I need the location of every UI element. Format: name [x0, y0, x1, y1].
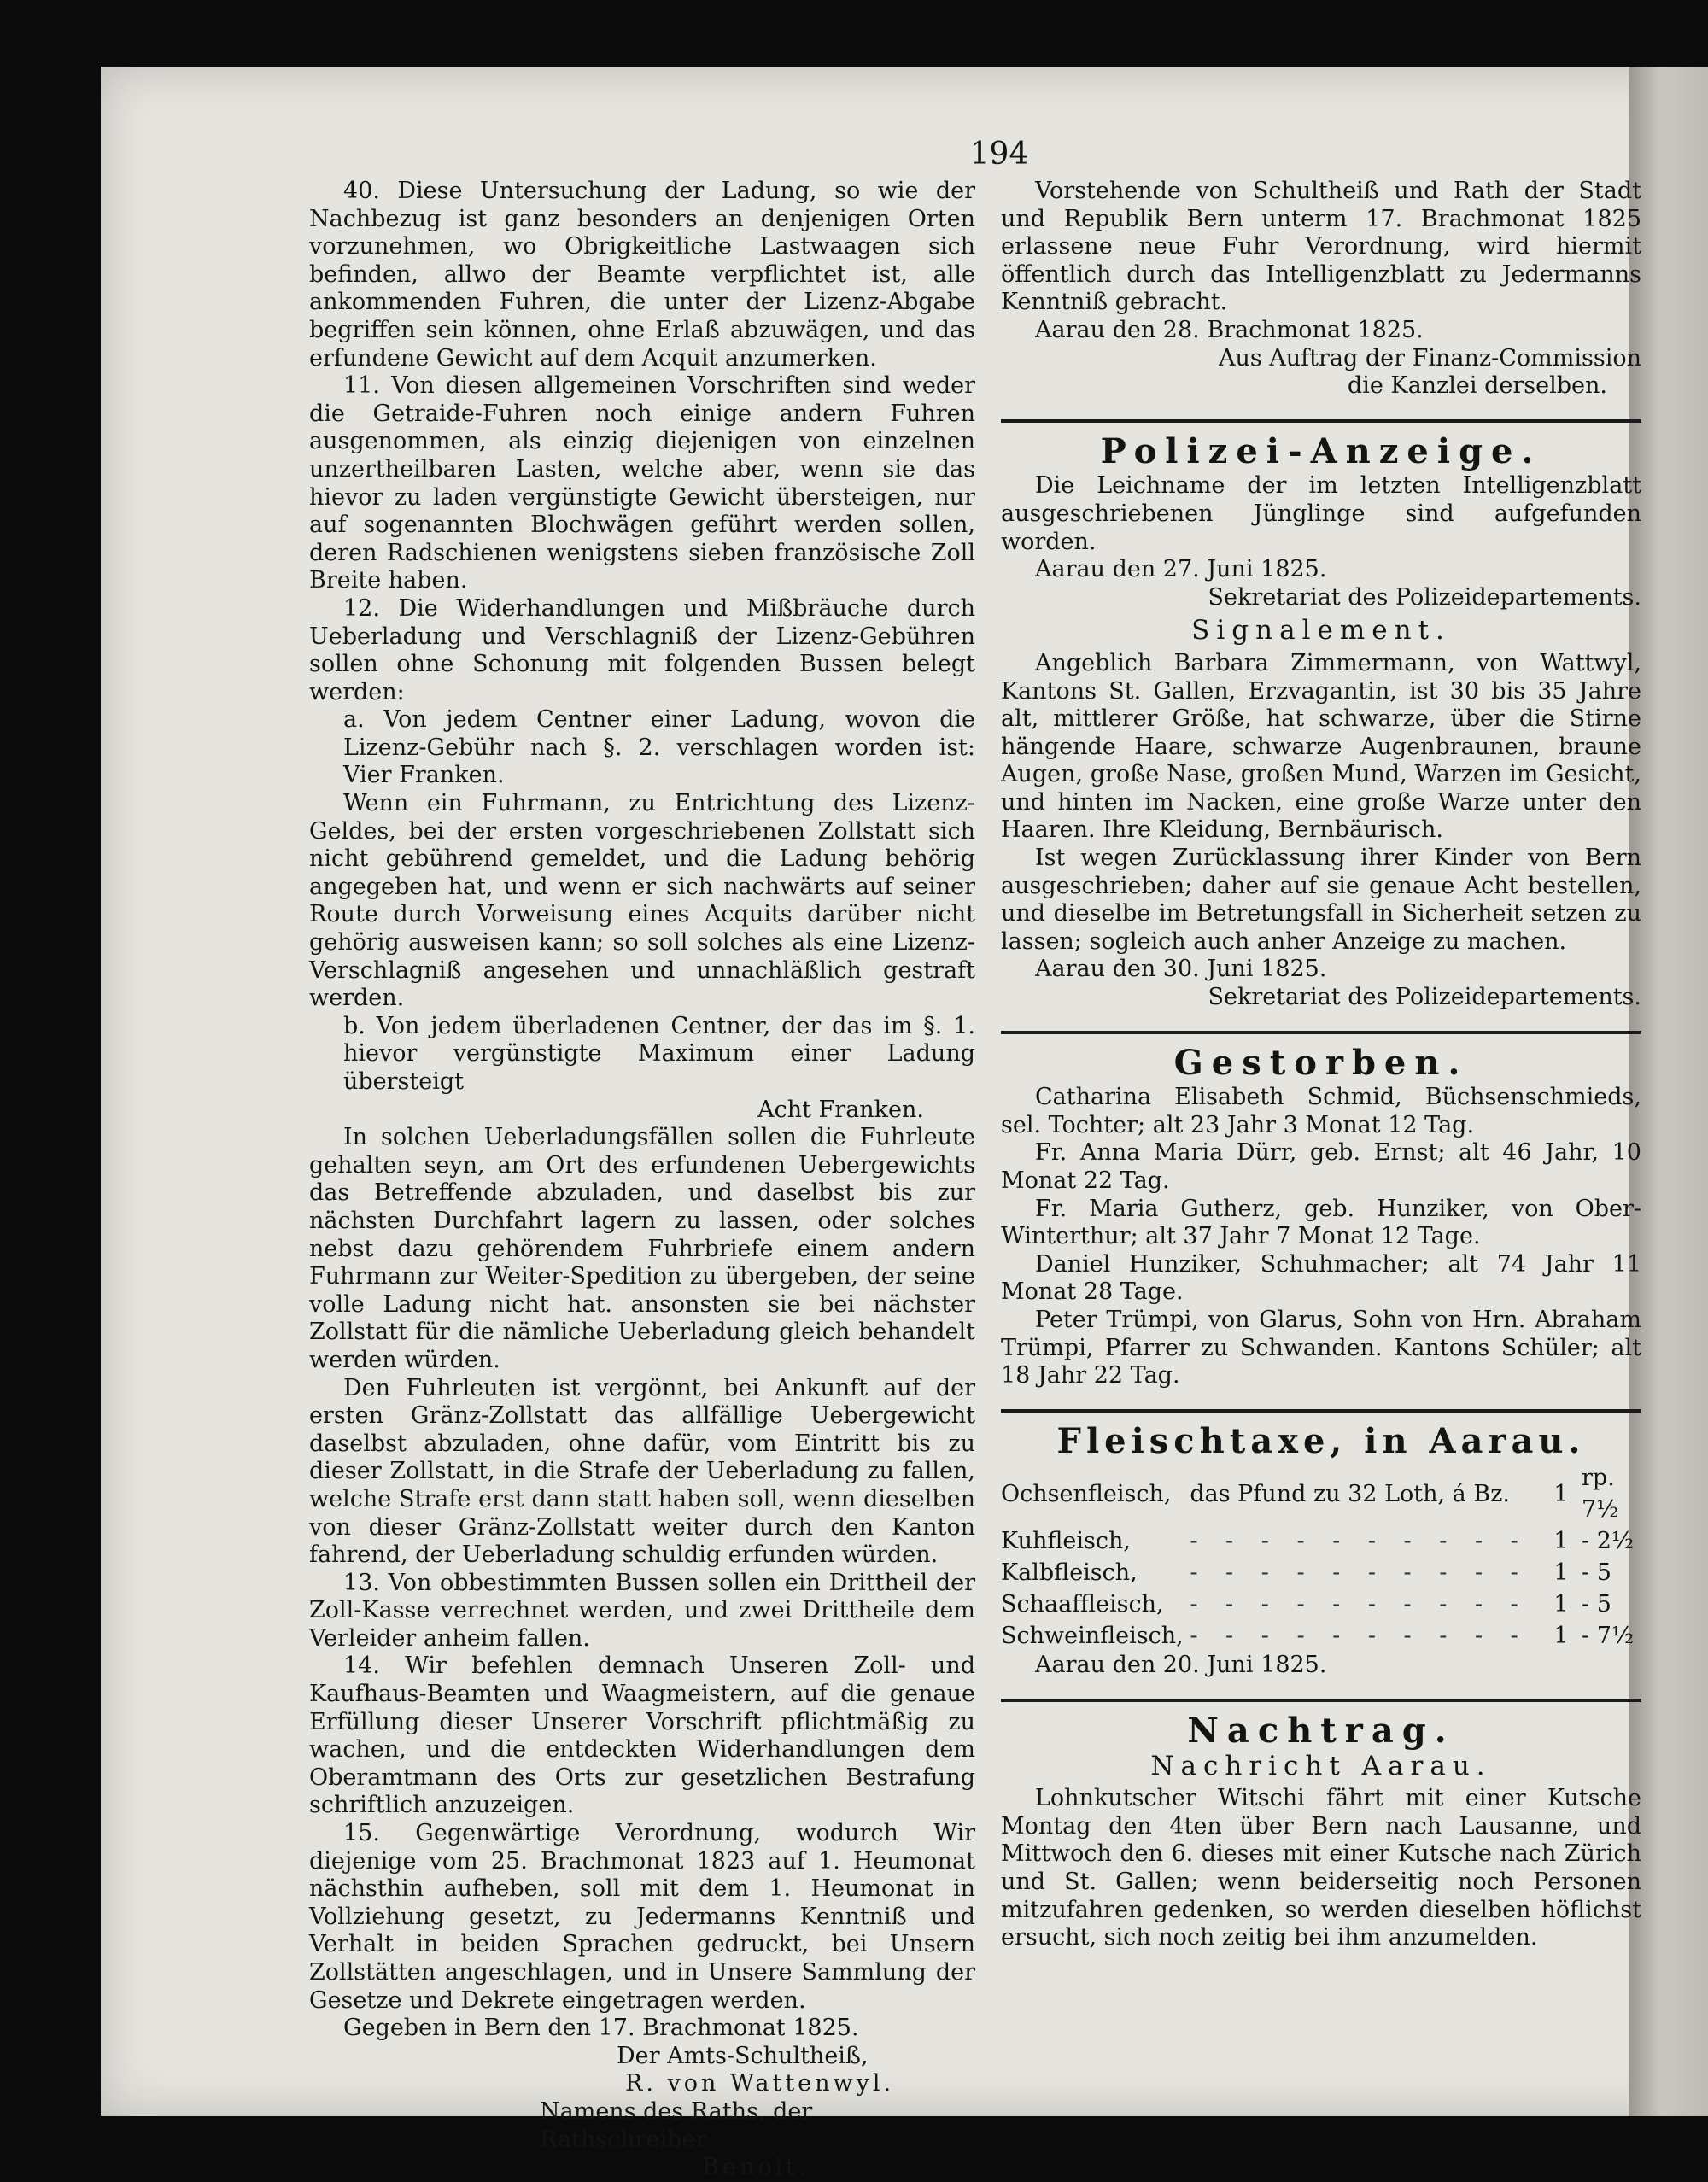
- right-column: [1001, 178, 1641, 1952]
- police-sign: Sekretariat des Polizeidepartements.: [1208, 583, 1641, 611]
- paragraph-10: 40. Diese Untersuchung der Ladung, so wie der Nachbezug ist ganz besonders an denjenigen Orten vorzunehmen, wo Obrigkeitliche Lastwaagen sich befinden, allwo der Beamte verpflichtet ist, alle ankommenden Fuhren, die unter der Lizenz-Abgabe begriffen sein können, ohne Erlaß abzuwägen, und das erfundene Gewicht auf dem Acquit anzumerken.: [309, 178, 975, 371]
- death-entry: Catharina Elisabeth Schmid, Büchsenschmieds, sel. Tochter; alt 23 Jahr 3 Monat 12 Tag.: [1001, 1084, 1641, 1138]
- signature-title: Der Amts-Schultheiß,: [617, 2042, 869, 2069]
- supplement-heading: Nachtrag.: [1187, 1710, 1455, 1751]
- item-a: a. Von jedem Centner einer Ladung, wovon die Lizenz-Gebühr nach §. 2. verschlagen worden ist: Vier Franken.: [343, 706, 975, 789]
- meat-desc: - - - - - - - - - -: [1190, 1623, 1529, 1650]
- meat-heading: Fleischtaxe, in Aarau.: [1056, 1420, 1586, 1461]
- meat-rp: - 2½: [1582, 1528, 1635, 1555]
- divider: [1001, 419, 1641, 423]
- signature-secretary-title: Namens des Raths, der Rathschreiber: [540, 2097, 813, 2153]
- signalement-heading: Signalement.: [1191, 615, 1451, 646]
- intro-paragraph: Vorstehende von Schultheiß und Rath der Stadt und Republik Bern unterm 17. Brachmonat 1825 erlassene neue Fuhr Verordnung, wird hiermit öffentlich durch das Intelligenzblatt zu Jedermanns Kenntniß gebracht.: [1001, 178, 1641, 316]
- meat-name: Kalbfleisch,: [1001, 1559, 1138, 1587]
- meat-rp: - 5: [1582, 1559, 1611, 1587]
- paragraph-11: 11. Von diesen allgemeinen Vorschriften sind weder die Getraide-Fuhren noch einige andern Fuhren ausgenommen, als einzig diejenigen von einzelnen unzertheilbaren Lasten, welche aber, wenn sie das hievor zu laden vergünstigte Gewicht übersteigen, nur auf sogenannten Blochwägen geführt werden sollen, deren Radschienen wenigstens sieben französische Zoll Breite haben.: [309, 372, 975, 594]
- meat-rp: rp. 7½: [1582, 1465, 1619, 1524]
- left-column: [309, 178, 975, 2182]
- meat-price-table: [1001, 1462, 1641, 1652]
- supplement-text: Lohnkutscher Witschi fährt mit einer Kutsche Montag den 4ten über Bern nach Lausanne, und Mittwoch den 6. dieses mit einer Kutsche nach Zürich und St. Gallen; wenn beiderseitig noch Personen mitzufahren gedenken, so werden dieselben höflichst ersucht, sich noch zeitig bei ihm anzumelden.: [1001, 1785, 1641, 1951]
- table-row: [1001, 1525, 1641, 1557]
- table-row: [1001, 1462, 1641, 1525]
- divider: [1001, 1409, 1641, 1413]
- paragraph-ueberladung: In solchen Ueberladungsfällen sollen die Fuhrleute gehalten seyn, am Ort des erfundenen Uebergewichts das Betreffende abzuladen, und daselbst bis zur nächsten Durchfahrt lagern zu lassen, oder solches nebst dazu gehörendem Fuhrbriefe einem andern Fuhrmann zur Weiter-Spedition zu übergeben, der seine volle Ladung nicht hat. ansonsten sie bei nächster Zollstatt für die nämliche Ueberladung gleich behandelt werden würden.: [309, 1124, 975, 1373]
- meat-desc: - - - - - - - - - -: [1190, 1591, 1529, 1618]
- death-entry: Fr. Maria Gutherz, geb. Hunziker, von Ober-Winterthur; alt 37 Jahr 7 Monat 12 Tage.: [1001, 1195, 1641, 1250]
- death-entry: Fr. Anna Maria Dürr, geb. Ernst; alt 46 Jahr, 10 Monat 22 Tag.: [1001, 1139, 1641, 1194]
- intro-date: Aarau den 28. Brachmonat 1825.: [1035, 316, 1424, 343]
- page-number: 194: [969, 137, 1029, 172]
- deaths-heading: Gestorben.: [1173, 1042, 1469, 1083]
- meat-name: Ochsenfleisch,: [1001, 1480, 1172, 1507]
- item-b-penalty: Acht Franken.: [757, 1096, 924, 1123]
- meat-rp: - 7½: [1582, 1623, 1635, 1650]
- divider: [1001, 1031, 1641, 1034]
- signalement-date: Aarau den 30. Juni 1825.: [1035, 956, 1327, 983]
- given-date: Gegeben in Bern den 17. Brachmonat 1825.: [343, 2015, 859, 2042]
- paragraph-15: 15. Gegenwärtige Verordnung, wodurch Wir diejenige vom 25. Brachmonat 1823 auf 1. Heumonat nächsthin aufheben, soll mit dem 1. Heumonat in Vollziehung gesetzt, zu Jedermanns Kenntniß und Verhalt in beiden Sprachen gedruckt, bei Unsern Zollstätten angeschlagen, und in Unsere Sammlung der Gesetze und Dekrete eingetragen werden.: [309, 1820, 975, 2014]
- intro-signature-2: die Kanzlei derselben.: [1347, 372, 1607, 400]
- meat-name: Schaaffleisch,: [1001, 1591, 1164, 1618]
- paragraph-12: 12. Die Widerhandlungen und Mißbräuche durch Ueberladung und Verschlagniß der Lizenz-Gebühren sollen ohne Schonung mit folgenden Bussen belegt werden:: [309, 594, 975, 705]
- meat-desc: das Pfund zu 32 Loth, á Bz.: [1190, 1480, 1511, 1507]
- signature-name: R. von Wattenwyl.: [625, 2070, 895, 2097]
- meat-rp: - 5: [1582, 1591, 1611, 1618]
- paragraph-14: 14. Wir befehlen demnach Unseren Zoll- und Kaufhaus-Beamten und Waagmeistern, auf die genaue Erfüllung dieser Unserer Vorschrift pflichtmäßig zu wachen, und die entdeckten Widerhandlungen dem Oberamtmann des Orts zur gesetzlichen Bestrafung schriftlich anzuzeigen.: [309, 1653, 975, 1819]
- paragraph-fuhrleute: Den Fuhrleuten ist vergönnt, bei Ankunft auf der ersten Gränz-Zollstatt das allfällige Uebergewicht daselbst abzuladen, ohne dafür, vom Eintritt bis zu dieser Zollstatt, in die Strafe der Ueberladung zu fallen, welche Strafe erst dann statt haben soll, wenn dieselben von dieser Gränz-Zollstatt weiter durch den Kanton fahrend, der Ueberladung schuldig erfunden würden.: [309, 1374, 975, 1569]
- table-row: [1001, 1557, 1641, 1588]
- meat-bz: 1: [1553, 1623, 1569, 1650]
- death-entry: Daniel Hunziker, Schuhmacher; alt 74 Jahr 11 Monat 28 Tage.: [1001, 1250, 1641, 1306]
- police-heading: Polizei-Anzeige.: [1100, 430, 1542, 471]
- paragraph-13: 13. Von obbestimmten Bussen sollen ein Drittheil der Zoll-Kasse verrechnet werden, und zwei Drittheile dem Verleider anheim fallen.: [309, 1569, 975, 1652]
- meat-bz: 1: [1553, 1480, 1569, 1507]
- meat-bz: 1: [1553, 1559, 1569, 1587]
- meat-desc: - - - - - - - - - -: [1190, 1528, 1529, 1555]
- meat-date: Aarau den 20. Juni 1825.: [1035, 1652, 1327, 1679]
- supplement-subheading: Nachricht Aarau.: [1150, 1750, 1492, 1781]
- death-entry: Peter Trümpi, von Glarus, Sohn von Hrn. Abraham Trümpi, Pfarrer zu Schwanden. Kantons Schüler; alt 18 Jahr 22 Tag.: [1001, 1306, 1641, 1389]
- meat-bz: 1: [1553, 1591, 1569, 1618]
- paragraph-fuhrmann: Wenn ein Fuhrmann, zu Entrichtung des Lizenz-Geldes, bei der ersten vorgeschriebenen Zollstatt sich nicht gebührend gemeldet, und die Ladung behörig angegeben hat, und wenn er sich nachwärts auf seiner Route durch Vorweisung eines Acquits darüber nicht gehörig ausweisen kann; so soll solches als eine Lizenz-Verschlagniß angesehen und unnachläßlich gestraft werden.: [309, 790, 975, 1012]
- meat-desc: - - - - - - - - - -: [1190, 1559, 1529, 1587]
- table-row: [1001, 1588, 1641, 1620]
- meat-name: Kuhfleisch,: [1001, 1528, 1131, 1555]
- table-row: [1001, 1620, 1641, 1652]
- divider: [1001, 1699, 1641, 1702]
- intro-signature-1: Aus Auftrag der Finanz-Commission: [1218, 344, 1641, 371]
- signalement-text: Angeblich Barbara Zimmermann, von Wattwyl, Kantons St. Gallen, Erzvagantin, ist 30 bis 35 Jahre alt, mittlerer Größe, hat schwarze, über die Stirne hängende Haare, schwarze Augenbraunen, braune Augen, große Nase, großen Mund, Warzen im Gesicht, und hinten im Nacken, eine große Warze unter den Haaren. Ihre Kleidung, Bernbäurisch.: [1001, 649, 1641, 844]
- police-date: Aarau den 27. Juni 1825.: [1035, 556, 1327, 583]
- item-b: b. Von jedem überladenen Centner, der das im §. 1. hievor vergünstigte Maximum einer Ladung übersteigt: [343, 1012, 975, 1095]
- signature-secretary-name: Benoit.: [702, 2154, 810, 2181]
- meat-bz: 1: [1553, 1528, 1569, 1555]
- meat-name: Schweinfleisch,: [1001, 1623, 1184, 1650]
- signalement-sign: Sekretariat des Polizeidepartements.: [1208, 984, 1641, 1011]
- signalement-text-2: Ist wegen Zurücklassung ihrer Kinder von Bern ausgeschrieben; daher auf sie genaue Acht bestellen, und dieselbe im Betretungsfall in Sicherheit setzen zu lassen; sogleich auch anher Anzeige zu machen.: [1001, 845, 1641, 955]
- police-text: Die Leichname der im letzten Intelligenzblatt ausgeschriebenen Jünglinge sind aufgefunden worden.: [1001, 472, 1641, 555]
